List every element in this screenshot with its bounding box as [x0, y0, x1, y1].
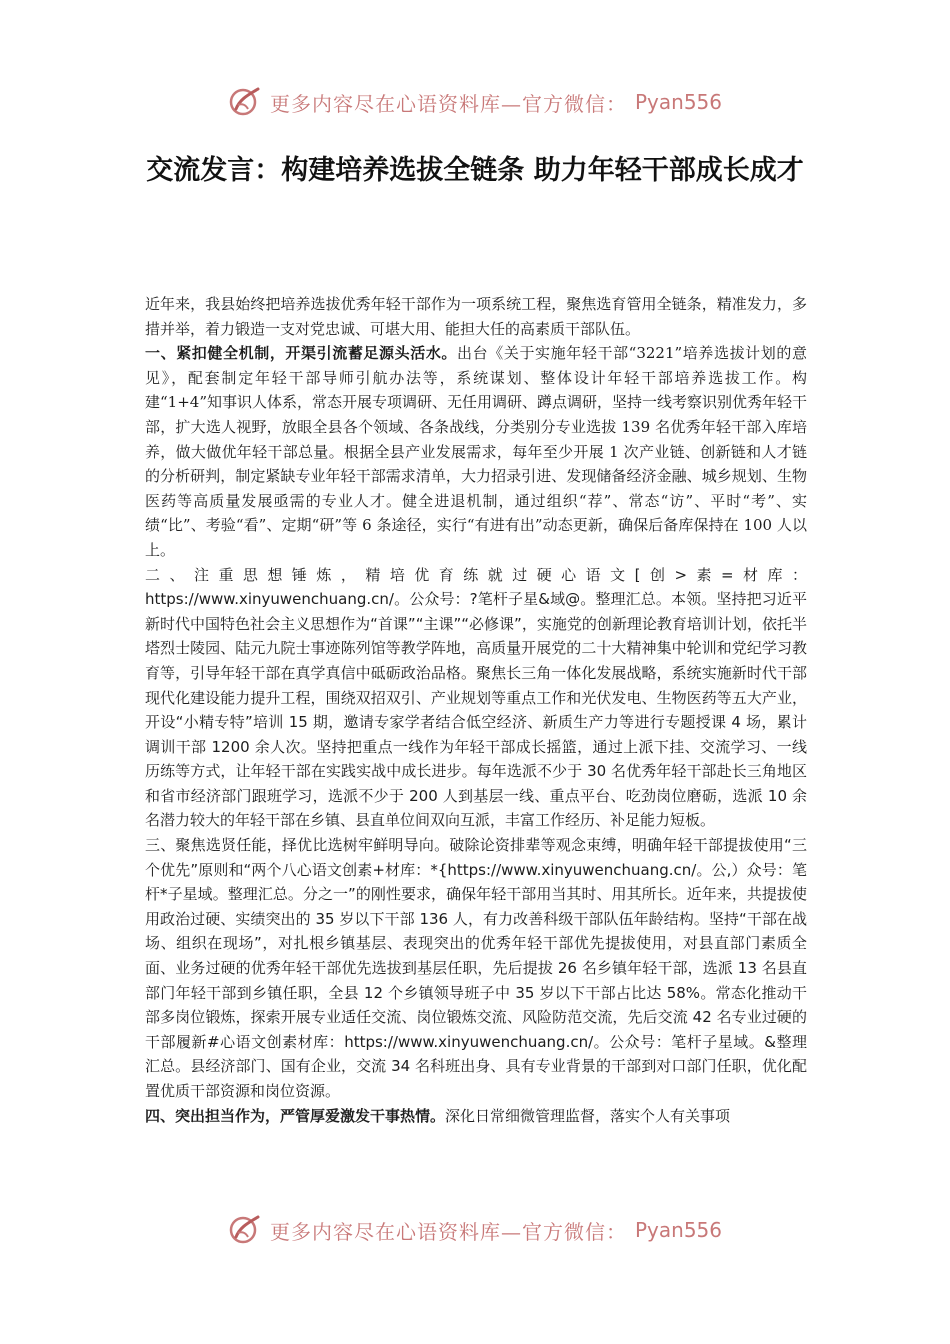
page-title: 交流发言：构建培养选拔全链条 助力年轻干部成长成才: [146, 155, 804, 186]
paragraph-body: 出台《关于实施年轻干部“3221”培养选拔计划的意见》，配套制定年轻干部导师引航办法等，系统谋划、整体设计年轻干部培养选拔工作。构建“1+4”知事识人体系，常态开展专项调研、无任用调研、蹲点调研，坚持一线考察识别优秀年轻干部，扩大选人视野，放眼全县各个领域、各条战线，分类别分专业选拔 139 名优秀年轻干部入库培养，做大做优年轻干部总量。根据全县产业发展需求，每年至少开展 1 次产业链、创新链和人才链的分析研判，制定紧缺专业年轻干部需求清单，大力招录引进、发现储备经济金融、城乡规划、生物医药等高质量发展亟需的专业人才。健全进退机制，通过组织“荐”、常态“访”、平时“考”、实绩“比”、考验“看”、定期“研”等 6 条途径，实行“有进有出”动态更新，确保后备库保持在 100 人以上。: [145, 344, 807, 559]
paragraph-intro: [145, 292, 807, 341]
watermark-footer: [0, 1210, 950, 1250]
paragraph-body: 二、注重思想锤炼，精培优育练就过硬心语文[创>素=材库：https://www.xinyuwenchuang.cn/。公众号：?笔杆子星&域@。整理汇总。本领。坚持把习近平新时代中国特色社会主义思想作为“首课”“主课”“必修课”，实施党的创新理论教育培训计划，依托半塔烈士陵园、陆元九院士事迹陈列馆等教学阵地，高质量开展党的二十大精神集中轮训和党纪学习教育等，引导年轻干部在真学真信中砥砺政治品格。聚焦长三角一体化发展战略，系统实施新时代干部现代化建设能力提升工程，围绕双招双引、产业规划等重点工作和光伏发电、生物医药等五大产业，开设“小精专特”培训 15 期，邀请专家学者结合低空经济、新质生产力等进行专题授课 4 场，累计调训干部 1200 余人次。坚持把重点一线作为年轻干部成长摇篮，通过上派下挂、交流学习、一线历练等方式，让年轻干部在实践实战中成长进步。每年选派不少于 30 名优秀年轻干部赴长三角地区和省市经济部门跟班学习，选派不少于 200 人到基层一线、重点平台、吃劲岗位磨砺，选派 10 余名潜力较大的年轻干部在乡镇、县直单位间双向互派，丰富工作经历、补足能力短板。: [145, 565, 807, 830]
document-body: [145, 292, 807, 1128]
section-heading: 四、突出担当作为，严管厚爱激发干事热情。: [145, 1106, 446, 1125]
watermark-text: 更多内容尽在心语资料库—官方微信：: [269, 1219, 627, 1244]
pen-swirl-logo-icon: [228, 85, 262, 119]
paragraph-section-2: [145, 563, 807, 834]
paragraph-section-4: [145, 1104, 807, 1129]
paragraph-body: 三、聚焦选贤任能，择优比选树牢鲜明导向。破除论资排辈等观念束缚，明确年轻干部提拔使用“三个优先”原则和“两个八心语文创素+材库：*{https://www.xinyuwenchuang.cn/。公,）众号：笔杆*子星域。整理汇总。分之一”的刚性要求，确保年轻干部用当其时、用其所长。近年来，共提拔使用政治过硬、实绩突出的 35 岁以下干部 136 人，有力改善科级干部队伍年龄结构。坚持“干部在战场、组织在现场”，对扎根乡镇基层、表现突出的优秀年轻干部优先提拔使用，对县直部门素质全面、业务过硬的优秀年轻干部优先选拔到基层任职，先后提拔 26 名乡镇年轻干部，选派 13 名县直部门年轻干部到乡镇任职，全县 12 个乡镇领导班子中 35 岁以下干部占比达 58%。常态化推动干部多岗位锻炼，探索开展专业适任交流、岗位锻炼交流、风险防范交流，先后交流 42 名专业过硬的干部履新#心语文创素材库：https://www.xinyuwenchuang.cn/。公众号：笔杆子星域。&整理汇总。县经济部门、国有企业，交流 34 名科班出身、具有专业背景的干部到对口部门任职，优化配置优质干部资源和岗位资源。: [145, 836, 807, 1100]
watermark-header: [0, 82, 950, 122]
paragraph-section-1: [145, 341, 807, 562]
watermark-id: Pyan556: [634, 90, 722, 114]
watermark-id: Pyan556: [634, 1218, 722, 1242]
section-heading: 一、紧扣健全机制，开渠引流蓄足源头活水。: [145, 344, 458, 363]
paragraph-body: 近年来，我县始终把培养选拔优秀年轻干部作为一项系统工程，聚焦选育管用全链条，精准发力，多措并举，着力锻造一支对党忠诚、可堪大用、能担大任的高素质干部队伍。: [145, 295, 807, 338]
paragraph-section-3: [145, 833, 807, 1104]
paragraph-body: 深化日常细微管理监督，落实个人有关事项: [445, 1106, 731, 1125]
watermark-text: 更多内容尽在心语资料库—官方微信：: [269, 91, 627, 116]
pen-swirl-logo-icon: [228, 1213, 262, 1247]
